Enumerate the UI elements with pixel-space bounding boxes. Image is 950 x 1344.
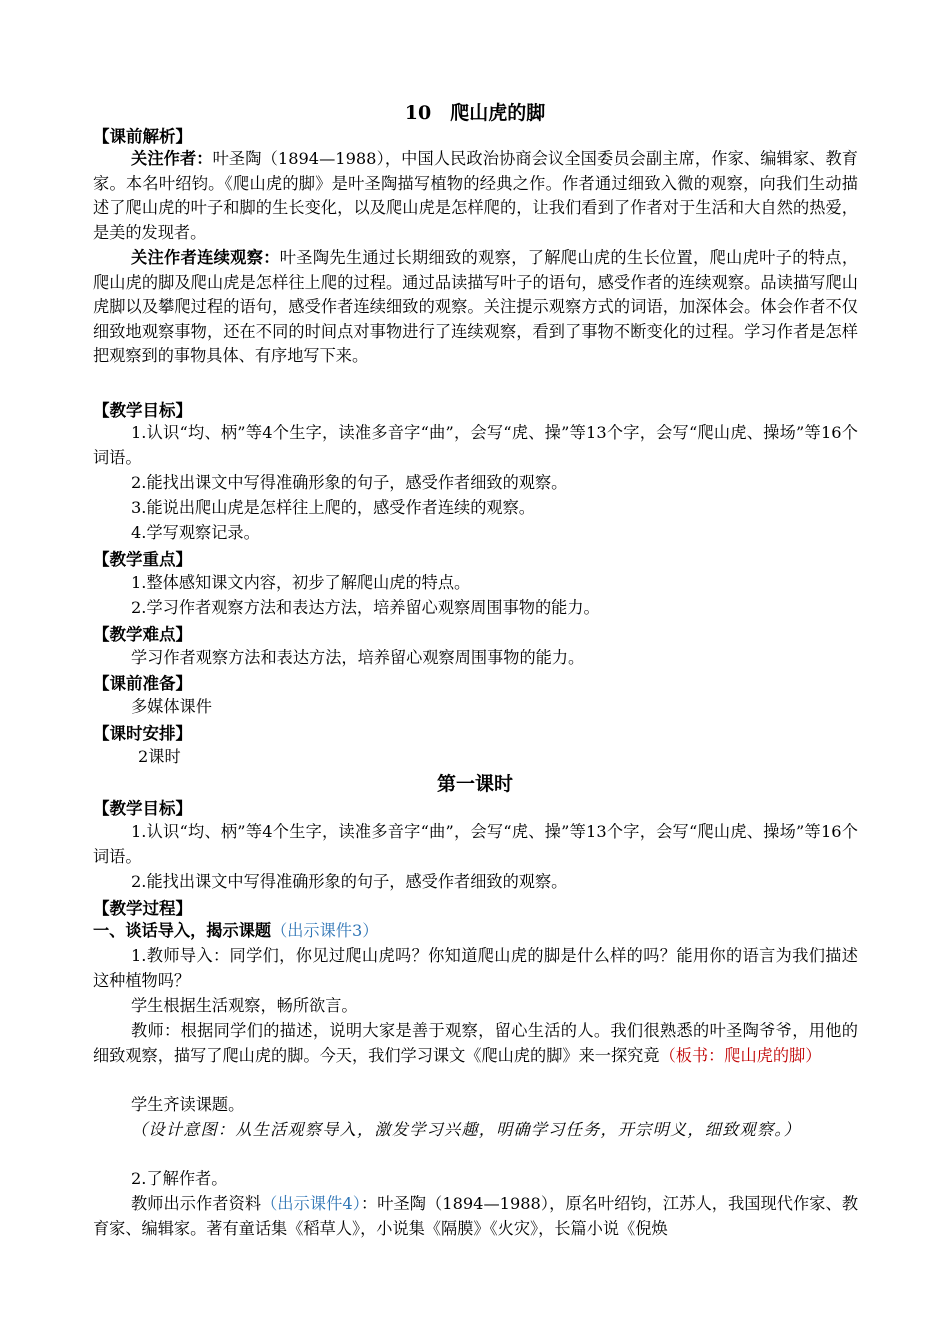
key-point-item: 1.整体感知课文内容，初步了解爬山虎的特点。 <box>131 573 471 592</box>
lesson1-goal-item: 1.认识“均、柄”等4个生字，读准多音字“曲”，会写“虎、操”等13个字，会写“爬山虎、操场”等16个词语。 <box>93 822 858 866</box>
lesson1-process-heading: 【教学过程】 <box>93 899 192 918</box>
observation-text: 叶圣陶先生通过长期细致的观察，了解爬山虎的生长位置，爬山虎叶子的特点，爬山虎的脚及爬山虎是怎样往上爬的过程。通过品读描写叶子的语句，感受作者的连续观察。品读描写爬山虎脚以及攀爬过程的语句，感受作者连续细致的观察。关注提示观察方式的词语，加深体会。体会作者不仅细致地观察事物，还在不同的时间点对事物进行了连续观察，看到了事物不断变化的过程。学习作者是怎样把观察到的事物具体、有序地写下来。 <box>93 248 859 366</box>
design-intent-note: （设计意图：从生活观察导入，激发学习兴趣，明确学习任务，开宗明义，细致观察。） <box>131 1120 802 1139</box>
goal-item: 2.能找出课文中写得准确形象的句子，感受作者细致的观察。 <box>131 473 568 492</box>
section-heading-difficulty: 【教学难点】 <box>93 625 192 644</box>
section1-title: 一、谈话导入，揭示课题 <box>93 921 272 940</box>
goal-item: 1.认识“均、柄”等4个生字，读准多音字“曲”，会写“虎、操”等13个字，会写“爬山虎、操场”等16个词语。 <box>93 423 858 467</box>
author-text: 叶圣陶（1894—1988），中国人民政治协商会议全国委员会副主席，作家、编辑家、教育家。本名叶绍钧。《爬山虎的脚》是叶圣陶描写植物的经典之作。作者通过细致入微的观察，向我们生动描述了爬山虎的叶子和脚的生长变化，以及爬山虎是怎样爬的，让我们看到了作者对于生活和大自然的热爱，是美的发现者。 <box>93 149 858 242</box>
lesson1-goals-heading: 【教学目标】 <box>93 799 192 818</box>
goal-item: 3.能说出爬山虎是怎样往上爬的，感受作者连续的观察。 <box>131 498 535 517</box>
author-info-text: ：叶圣陶（1894—1988），原名叶绍钧，江苏人，我国现代作家、教育家、编辑家。著有童话集《稻草人》，小说集《隔膜》《火灾》，长篇小说《倪焕 <box>93 1194 859 1238</box>
section1-courseware-note: （出示课件3） <box>271 921 379 940</box>
observation-paragraph <box>93 246 858 369</box>
section1-heading <box>93 919 858 944</box>
author-paragraph <box>93 147 858 245</box>
author-info-paragraph <box>93 1192 858 1241</box>
section-heading-goals: 【教学目标】 <box>93 401 192 420</box>
prep-text: 多媒体课件 <box>131 697 212 716</box>
observation-label: 关注作者连续观察： <box>131 248 280 267</box>
section-heading-preview: 【课前解析】 <box>93 127 192 146</box>
teacher-summary-text: 教师：根据同学们的描述，说明大家是善于观察，留心生活的人。我们很熟悉的叶圣陶爷爷，用他的细致观察，描写了爬山虎的脚。今天，我们学习课文《爬山虎的脚》来一探究竟 <box>93 1021 858 1065</box>
lesson-title: 10 爬山虎的脚 <box>404 102 546 124</box>
goal-item: 4.学写观察记录。 <box>131 523 260 542</box>
read-title-paragraph: 学生齐读课题。 <box>131 1095 245 1114</box>
section-heading-key-points: 【教学重点】 <box>93 550 192 569</box>
teacher-summary-paragraph <box>93 1019 858 1068</box>
difficulty-text: 学习作者观察方法和表达方法，培养留心观察周围事物的能力。 <box>131 648 585 667</box>
schedule-text: 2课时 <box>138 747 181 766</box>
section-heading-prep: 【课前准备】 <box>93 674 192 693</box>
author-info-lead: 教师出示作者资料 <box>131 1194 262 1213</box>
learn-author-item: 2.了解作者。 <box>131 1169 228 1188</box>
section-heading-schedule: 【课时安排】 <box>93 724 192 743</box>
student-response-paragraph: 学生根据生活观察，畅所欲言。 <box>131 996 358 1015</box>
lesson1-goal-item: 2.能找出课文中写得准确形象的句子，感受作者细致的观察。 <box>131 872 568 891</box>
key-point-item: 2.学习作者观察方法和表达方法，培养留心观察周围事物的能力。 <box>131 598 600 617</box>
teacher-intro-paragraph: 1.教师导入：同学们，你见过爬山虎吗？你知道爬山虎的脚是什么样的吗？能用你的语言为我们描述这种植物吗？ <box>93 946 858 990</box>
author-info-courseware-note: （出示课件4） <box>261 1194 361 1213</box>
lesson1-title: 第一课时 <box>436 773 513 795</box>
author-label: 关注作者： <box>131 149 213 168</box>
board-note: （板书：爬山虎的脚） <box>659 1045 822 1065</box>
